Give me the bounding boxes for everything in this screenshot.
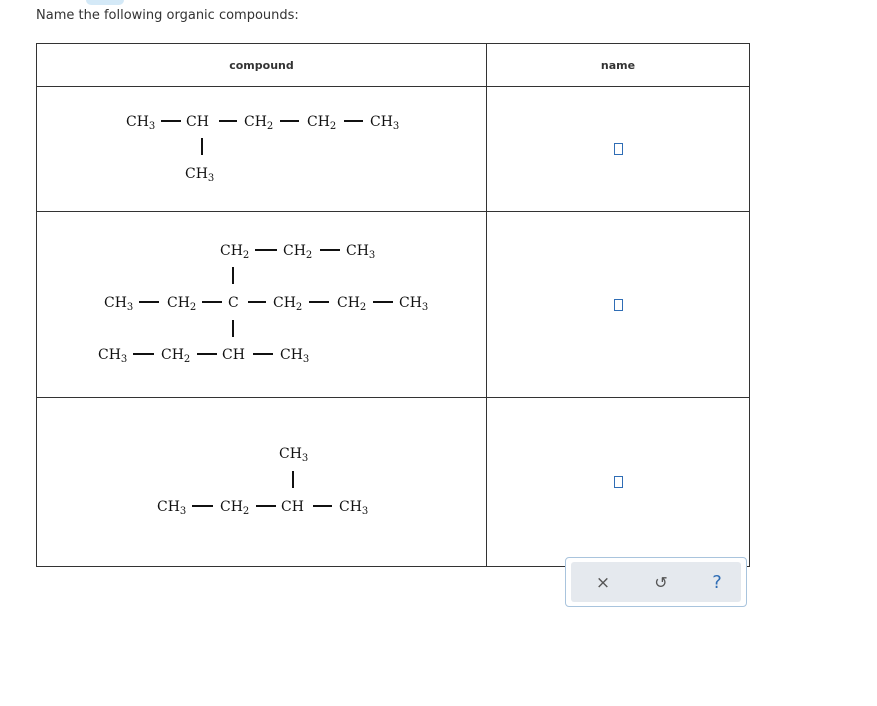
svg-text:CH3: $CH_3$ [280,347,310,365]
header-name: name [487,44,750,87]
svg-text:CH3: $CH_3$ [339,499,369,517]
compound-cell-3 [37,398,487,567]
structure-3 [37,398,486,562]
toolbar-inner [571,562,741,602]
svg-text:CH3: $CH_3$ [157,499,187,517]
atom-label: $CH_2$ [244,114,274,132]
name-cell-3 [487,398,750,567]
clear-icon[interactable]: × [595,573,611,593]
table-header-row [37,44,750,87]
compound-cell-2 [37,212,487,398]
question-prompt: Name the following organic compounds: [36,8,299,23]
svg-text:CH2: $CH_2$ [161,347,191,365]
svg-text:CH: CH [222,347,245,363]
structure-2 [37,212,486,393]
svg-text:CH2: $CH_2$ [220,243,250,261]
name-cell-2 [487,212,750,398]
svg-text:CH2: $CH_2$ [337,295,367,313]
svg-text:CH3: $CH_3$ [346,243,376,261]
svg-text:CH2: $CH_2$ [273,295,303,313]
name-input-3[interactable] [614,476,623,488]
table-row [37,87,750,212]
undo-icon[interactable]: ↺ [654,573,668,592]
table-row [37,398,750,567]
header-tab [86,0,124,5]
svg-text:CH3: $CH_3$ [399,295,429,313]
svg-text:CH3: $CH_3$ [279,446,309,464]
atom-label: CH [186,114,209,130]
compound-table [36,43,750,567]
svg-text:CH3: $CH_3$ [104,295,134,313]
atom-label: $CH_3$ [126,114,156,132]
svg-text:C: C [228,295,239,311]
atom-label: $CH_3$ [370,114,400,132]
atom-label: $CH_3$ [185,166,215,184]
atom-label: $CH_2$ [307,114,337,132]
svg-text:CH2: $CH_2$ [167,295,197,313]
structure-1 [37,87,486,207]
name-input-2[interactable] [614,299,623,311]
help-icon[interactable]: ? [712,572,722,593]
name-input-1[interactable] [614,143,623,155]
svg-text:CH2: $CH_2$ [283,243,313,261]
name-cell-1 [487,87,750,212]
answer-toolbar [565,557,747,607]
svg-text:CH3: $CH_3$ [98,347,128,365]
compound-cell-1 [37,87,487,212]
table-row [37,212,750,398]
header-compound: compound [37,44,487,87]
svg-text:CH: CH [281,499,304,515]
svg-text:CH2: $CH_2$ [220,499,250,517]
